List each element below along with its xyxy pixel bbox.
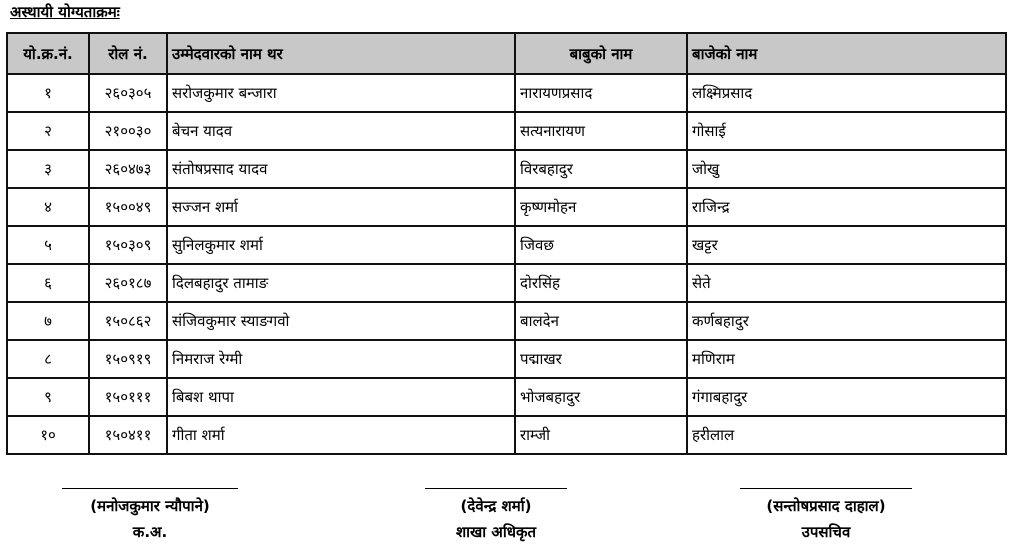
signature-line [740,488,912,489]
roll-number-cell: १५०९१९ [89,340,167,378]
column-header-father-name: बाबुको नाम [515,33,687,74]
grandfather-name-cell: लक्ष्मिप्रसाद [687,74,1006,112]
father-name-cell: जिवछ [515,226,687,264]
roll-number-cell: १५००४९ [89,188,167,226]
grandfather-name-cell: हरीलाल [687,416,1006,454]
column-header-roll: रोल नं. [89,33,167,74]
signature-block-2 [425,488,567,545]
candidate-name-cell: सुनिलकुमार शर्मा [167,226,515,264]
roll-number-cell: १५०३०९ [89,226,167,264]
father-name-cell: राम्जी [515,416,687,454]
serial-cell: १० [7,416,89,454]
merit-list-table [6,32,1007,455]
signatory-designation: क.अ. [132,523,168,541]
father-name-cell: बालदेन [515,302,687,340]
table-row [7,74,1006,112]
roll-number-cell: १५०१११ [89,378,167,416]
signatory-name: (देवेन्द्र शर्मा) [460,497,532,515]
table-row [7,226,1006,264]
table-header [7,33,1006,74]
signature-line [62,488,238,489]
candidate-name-cell: संतोषप्रसाद यादव [167,150,515,188]
grandfather-name-cell: मणिराम [687,340,1006,378]
father-name-cell: सत्यनारायण [515,112,687,150]
column-header-candidate-name: उम्मेदवारको नाम थर [167,33,515,74]
roll-number-cell: २६०३०५ [89,74,167,112]
table-row [7,264,1006,302]
signatory-name: (सन्तोषप्रसाद दाहाल) [766,497,886,515]
serial-cell: ३ [7,150,89,188]
roll-number-cell: २१००३० [89,112,167,150]
table-row [7,112,1006,150]
roll-number-cell: २६०४७३ [89,150,167,188]
roll-number-cell: २६०१८७ [89,264,167,302]
header-row [7,33,1006,74]
father-name-cell: नारायणप्रसाद [515,74,687,112]
candidate-name-cell: निमराज रेग्मी [167,340,515,378]
candidate-name-cell: गीता शर्मा [167,416,515,454]
table-row [7,150,1006,188]
father-name-cell: दोरसिंह [515,264,687,302]
candidate-name-cell: बेचन यादव [167,112,515,150]
table-row [7,340,1006,378]
serial-cell: ७ [7,302,89,340]
candidate-name-cell: बिबश थापा [167,378,515,416]
roll-number-cell: १५०४११ [89,416,167,454]
serial-cell: २ [7,112,89,150]
grandfather-name-cell: जोखु [687,150,1006,188]
candidate-name-cell: दिलबहादुर तामाङ [167,264,515,302]
signatory-name: (मनोजकुमार न्यौपाने) [90,497,210,515]
table-body [7,74,1006,454]
grandfather-name-cell: सेते [687,264,1006,302]
candidate-name-cell: सज्जन शर्मा [167,188,515,226]
father-name-cell: विरबहादुर [515,150,687,188]
grandfather-name-cell: कर्णबहादुर [687,302,1006,340]
father-name-cell: कृष्णमोहन [515,188,687,226]
column-header-serial: यो.क्र.नं. [7,33,89,74]
father-name-cell: पद्माखर [515,340,687,378]
serial-cell: ४ [7,188,89,226]
grandfather-name-cell: गंगाबहादुर [687,378,1006,416]
signature-block-3 [740,488,912,545]
signatory-designation: शाखा अधिकृत [455,523,537,541]
signatory-designation: उपसचिव [801,523,851,541]
grandfather-name-cell: राजिन्द्र [687,188,1006,226]
serial-cell: १ [7,74,89,112]
serial-cell: ५ [7,226,89,264]
table-row [7,188,1006,226]
page-heading: अस्थायी योग्यताक्रमः [10,3,120,21]
serial-cell: ६ [7,264,89,302]
candidate-name-cell: सरोजकुमार बन्जारा [167,74,515,112]
signature-block-1 [62,488,238,545]
serial-cell: ८ [7,340,89,378]
grandfather-name-cell: खट्टर [687,226,1006,264]
table-row [7,416,1006,454]
candidate-name-cell: संजिवकुमार स्याङगवो [167,302,515,340]
grandfather-name-cell: गोसाई [687,112,1006,150]
father-name-cell: भोजबहादुर [515,378,687,416]
roll-number-cell: १५०८६२ [89,302,167,340]
signature-line [425,488,567,489]
column-header-grandfather-name: बाजेको नाम [687,33,1006,74]
table-row [7,378,1006,416]
serial-cell: ९ [7,378,89,416]
table-row [7,302,1006,340]
